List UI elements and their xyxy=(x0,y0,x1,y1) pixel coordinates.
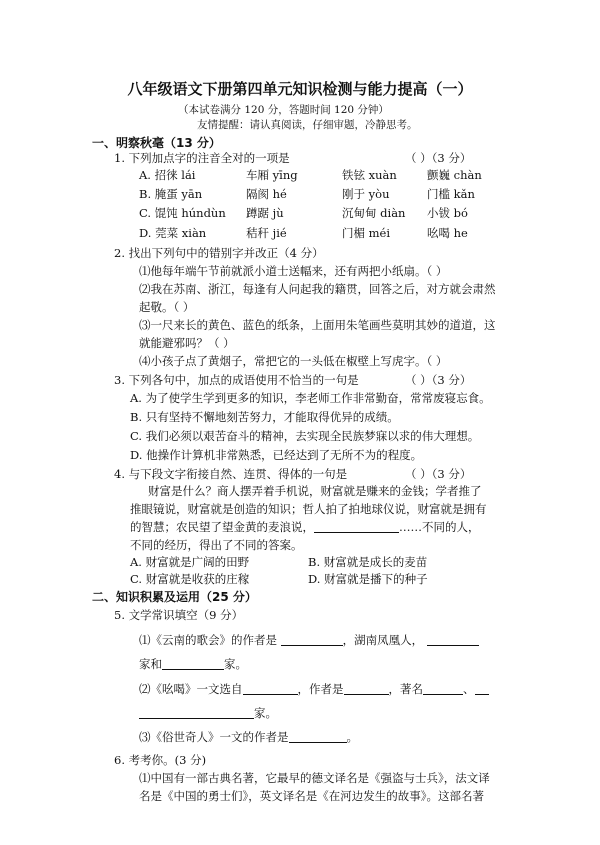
q5-blank-7[interactable] xyxy=(475,682,489,695)
q5-blank-6[interactable] xyxy=(423,682,463,695)
q1-stem: 1. 下列加点字的注音全对的一项是 xyxy=(114,151,290,165)
q4-answer-paren: （ ）（3 分） xyxy=(405,467,472,481)
q6-line-1: ⑴中国有一部古典名著，它最早的德文译名是《强盗与士兵》，法文译 xyxy=(139,771,490,785)
q5-line-3d: 、 xyxy=(463,682,475,696)
q5-line-5a: ⑶《俗世奇人》一文的作者是 xyxy=(139,730,289,744)
q1-option-d-4: 吆喝 he xyxy=(427,226,468,240)
q5-line-2 xyxy=(139,657,247,671)
q5-blank-3[interactable] xyxy=(162,657,224,670)
q5-line-3 xyxy=(139,682,489,696)
q6-stem: 6. 考考你。(3 分) xyxy=(114,753,207,767)
q2-sentence-2a: ⑵我在苏南、浙江，每逢有人问起我的籍贯，回答之后，对方就会肃然 xyxy=(139,282,496,296)
q4-passage-2: 推眼镜说，财富就是创造的知识；哲人拍了拍地球仪说，财富就是拥有 xyxy=(130,502,487,516)
q5-line-5b: 。 xyxy=(346,730,358,744)
friendly-reminder: 友情提醒：请认真阅读，仔细审题，冷静思考。 xyxy=(197,119,418,131)
q3-option-b: B. 只有坚持不懈地刻苦努力，才能取得优异的成绩。 xyxy=(130,410,399,424)
q5-stem: 5. 文学常识填空（9 分） xyxy=(114,608,244,622)
q1-option-a-2: 车厢 yīng xyxy=(246,168,298,182)
q4-passage-4: 不同的经历，得出了不同的答案。 xyxy=(130,538,303,552)
q5-line-1b: ，湖南凤凰人， xyxy=(342,633,424,647)
q4-passage-1: 财富是什么？商人摆弄着手机说，财富就是赚来的金钱；学者推了 xyxy=(148,484,482,498)
q5-blank-8[interactable] xyxy=(139,706,254,719)
q3-stem: 3. 下列各句中，加点的成语使用不恰当的一句是 xyxy=(114,373,359,387)
q5-line-1 xyxy=(139,633,479,647)
q1-option-d-3: 门楣 méi xyxy=(342,226,391,240)
q5-line-5 xyxy=(139,730,358,744)
q4-passage-3b: ……不同的人， xyxy=(399,520,480,534)
section-1-heading: 一、明察秋毫（13 分） xyxy=(92,136,221,150)
q2-sentence-4: ⑷小孩子点了黄烟子，常把它的一头低在椒壁上写虎字。（ ） xyxy=(139,354,448,368)
q6-line-2: 名是《中国的勇士们》，英文译名是《在河边发生的故事》。这部名著 xyxy=(139,789,484,803)
page-title: 八年级语文下册第四单元知识检测与能力提高（一） xyxy=(127,80,473,98)
q5-line-3a: ⑵《吆喝》一文选自 xyxy=(139,682,243,696)
q4-blank[interactable] xyxy=(314,520,399,533)
q1-option-d-1: D. 莞菜 xiàn xyxy=(139,226,207,240)
q3-answer-paren: （ ）（3 分） xyxy=(405,373,472,387)
q4-option-b: B. 财富就是成长的麦苗 xyxy=(308,555,428,569)
q2-sentence-2b: 起敬。（ ） xyxy=(139,300,195,314)
q2-sentence-3a: ⑶一尺来长的黄色、蓝色的纸条，上面用朱笔画些莫明其妙的道道，这 xyxy=(139,318,496,332)
q1-option-b-1: B. 腌蛋 yān xyxy=(139,187,203,201)
q3-option-a: A. 为了使学生学到更多的知识，李老师工作非常勤奋，常常废寝忘食。 xyxy=(130,391,491,405)
q5-line-3b: ，作者是 xyxy=(297,682,344,696)
q1-option-c-4: 小钹 bó xyxy=(427,206,468,220)
q5-line-3c: ，著名 xyxy=(388,682,423,696)
section-2-heading: 二、知识积累及运用（25 分） xyxy=(92,590,257,604)
q1-option-c-3: 沉甸甸 diàn xyxy=(342,206,406,220)
q4-option-a: A. 财富就是广阔的田野 xyxy=(130,555,250,569)
q1-option-a-4: 颤巍 chàn xyxy=(427,168,482,182)
q3-option-c: C. 我们必须以艰苦奋斗的精神，去实现全民族梦寐以求的伟大理想。 xyxy=(130,429,480,443)
q5-blank-4[interactable] xyxy=(243,682,298,695)
exam-info: （本试卷满分 120 分，答题时间 120 分钟） xyxy=(178,104,389,116)
q5-blank-2[interactable] xyxy=(427,633,479,646)
q4-stem: 4. 与下段文字衔接自然、连贯、得体的一句是 xyxy=(114,467,348,481)
q4-passage-3 xyxy=(130,520,480,534)
q5-line-4-text: 家。 xyxy=(254,706,277,720)
q4-passage-3a: 的智慧；农民望了望金黄的麦浪说， xyxy=(130,520,314,534)
q5-line-2a: 家和 xyxy=(139,657,162,671)
q2-sentence-1: ⑴他每年端午节前就派小道士送幅来，还有两把小纸扇。（ ） xyxy=(139,264,448,278)
q1-option-b-2: 隔阂 hé xyxy=(246,187,287,201)
q5-line-2b: 家。 xyxy=(224,657,247,671)
q5-blank-5[interactable] xyxy=(344,682,389,695)
q5-blank-1[interactable] xyxy=(281,633,343,646)
q1-option-c-2: 蹲踞 jù xyxy=(246,206,284,220)
q1-option-d-2: 秸秆 jié xyxy=(246,226,287,240)
q5-line-4 xyxy=(139,706,277,720)
q4-option-c: C. 财富就是收获的庄稼 xyxy=(130,572,250,586)
q1-option-b-3: 刚于 yòu xyxy=(342,187,390,201)
q1-answer-paren: （ ）（3 分） xyxy=(405,151,472,165)
q2-stem: 2. 找出下列句中的错别字并改正（4 分） xyxy=(114,246,324,260)
q5-blank-9[interactable] xyxy=(289,730,347,743)
q3-option-d: D. 他操作计算机非常熟悉，已经达到了无所不为的程度。 xyxy=(130,448,423,462)
q2-sentence-3b: 就能避邪吗？（ ） xyxy=(139,336,235,350)
q5-line-1a: ⑴《云南的歌会》的作者是 xyxy=(139,633,277,647)
q1-option-a-1: A. 招徕 lái xyxy=(139,168,196,182)
q1-option-a-3: 铁铉 xuàn xyxy=(342,168,397,182)
q1-option-b-4: 门槛 kǎn xyxy=(427,187,475,201)
q4-option-d: D. 财富就是播下的种子 xyxy=(308,572,428,586)
q1-option-c-1: C. 馄饨 húndùn xyxy=(139,206,226,220)
